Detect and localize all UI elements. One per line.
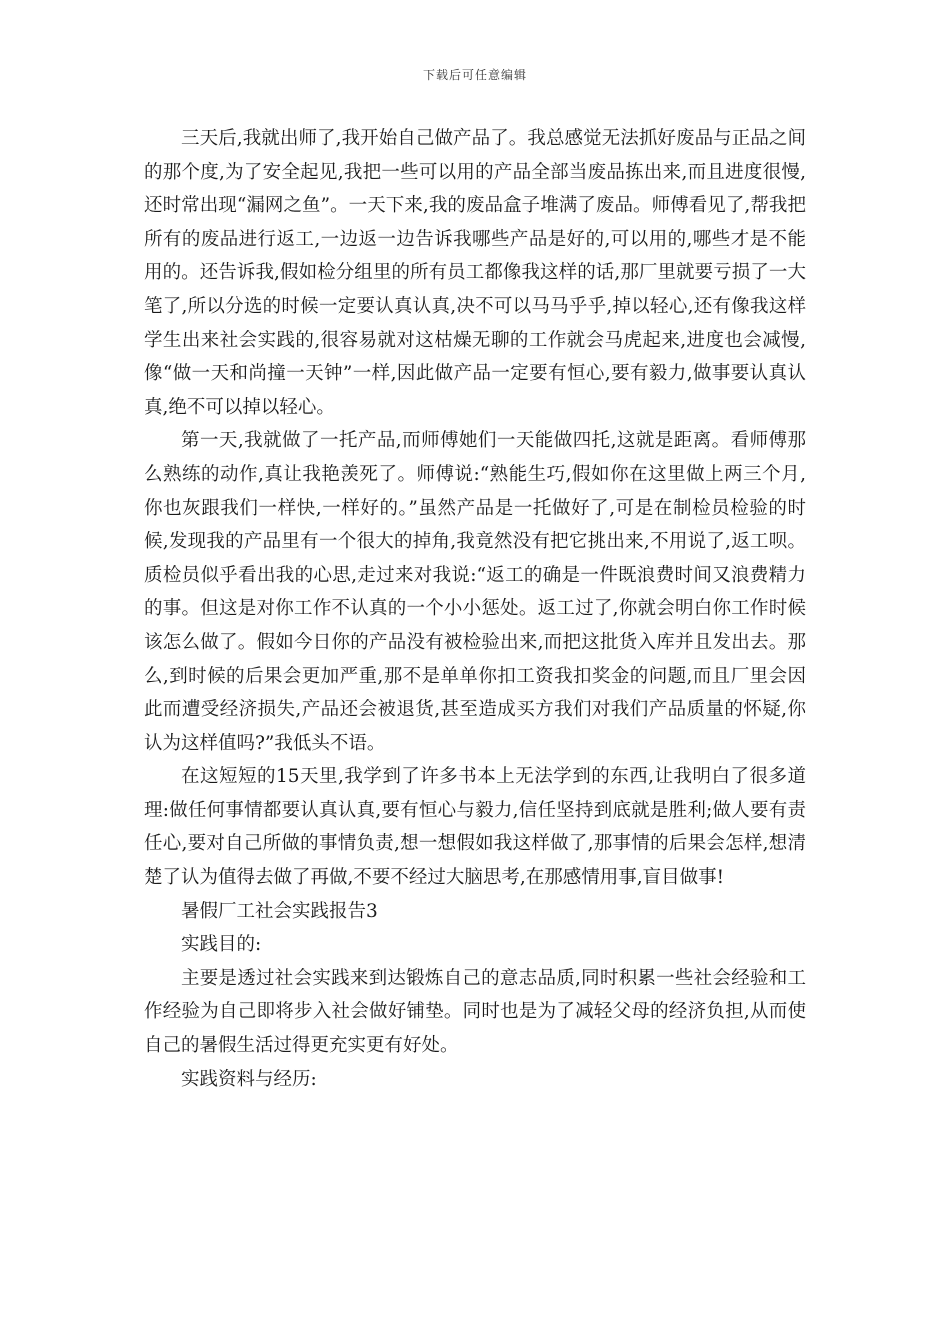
heading-practice-materials: 实践资料与经历: xyxy=(181,1068,317,1090)
paragraph-first-product: 三天后,我就出师了,我开始自己做产品了。我总感觉无法抓好废品与正品之间的那个度,为了安全起见,我把一些可以用的产品全部当废品拣出来,而且进度很慢,还时常出现“漏网之鱼”。一天下来,我的废品盒子堆满了废品。师傅看见了,帮我把所有的废品进行返工,一边返一边告诉我哪些产品是好的,可以用的,哪些才是不能用的。还告诉我,假如检分组里的所有员工都像我这样的话,那厂里就要亏损了一大笔了,所以分选的时候一定要认真认真,决不可以马马乎乎,掉以轻心,还有像我这样学生出来社会实践的,很容易就对这枯燥无聊的工作就会马虎起来,进度也会减慢,像“做一天和尚撞一天钟”一样,因此做产品一定要有恒心,要有毅力,做事要认真认真,绝不可以掉以轻心。 xyxy=(144,128,806,418)
page-header-note: 下载后可任意编辑 xyxy=(422,68,527,82)
section-title-report-3: 暑假厂工社会实践报告3 xyxy=(181,900,378,922)
heading-practice-purpose: 实践目的: xyxy=(181,934,262,956)
paragraph-purpose: 主要是透过社会实践来到达锻炼自己的意志品质,同时积累一些社会经验和工作经验为自己即将步入社会做好铺垫。同时也是为了减轻父母的经济负担,从而使自己的暑假生活过得更充实更有好处。 xyxy=(144,967,806,1057)
document-body xyxy=(144,122,806,1096)
paragraph-first-day: 第一天,我就做了一托产品,而师傅她们一天能做四托,这就是距离。看师傅那么熟练的动作,真让我艳羡死了。师傅说:“熟能生巧,假如你在这里做上两三个月,你也灰跟我们一样快,一样好的。”虽然产品是一托做好了,可是在制检员检验的时候,发现我的产品里有一个很大的掉角,我竟然没有把它挑出来,不用说了,返工呗。质检员似乎看出我的心思,走过来对我说:“返工的确是一件既浪费时间又浪费精力的事。但这是对你工作不认真的一个小小惩处。返工过了,你就会明白你工作时候该怎么做了。假如今日你的产品没有被检验出来,而把这批货入库并且发出去。那么,到时候的后果会更加严重,那不是单单你扣工资我扣奖金的问题,而且厂里会因此而遭受经济损失,产品还会被退货,甚至造成买方我们对我们产品质量的怀疑,你认为这样值吗?”我低头不语。 xyxy=(144,430,806,754)
paragraph-fifteen-days: 在这短短的15天里,我学到了许多书本上无法学到的东西,让我明白了很多道理:做任何事情都要认真认真,要有恒心与毅力,信任坚持到底就是胜利;做人要有责任心,要对自己所做的事情负责,想一想假如我这样做了,那事情的后果会怎样,想清楚了认为值得去做了再做,不要不经过大脑思考,在那感情用事,盲目做事! xyxy=(144,766,806,889)
